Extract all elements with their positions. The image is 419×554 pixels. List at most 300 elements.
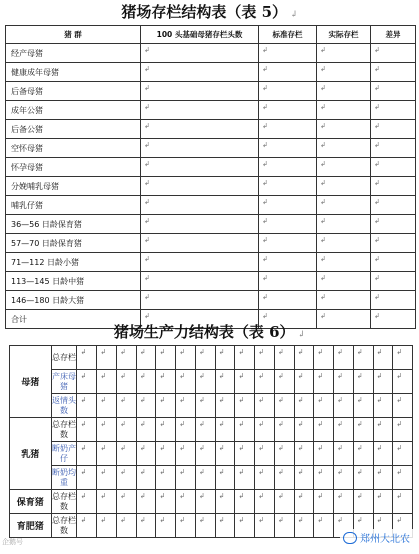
- table6-cell[interactable]: [255, 514, 275, 538]
- table6-cell[interactable]: [314, 514, 334, 538]
- header-per-100-sows: 100 头基础母猪存栏头数: [141, 26, 259, 44]
- cell-end-mark: ↲: [119, 444, 126, 452]
- table5-row: [6, 234, 416, 253]
- table6-cell[interactable]: [353, 418, 373, 442]
- table5-cell[interactable]: [371, 82, 416, 101]
- cell-end-mark: ↲: [374, 122, 380, 130]
- table5-cell[interactable]: [141, 272, 259, 291]
- cell-end-mark: ↲: [262, 198, 268, 206]
- sub-item-label: 断奶产仔: [51, 442, 77, 466]
- table6-cell[interactable]: [373, 394, 393, 418]
- table6-cell[interactable]: [97, 394, 117, 418]
- table6-cell[interactable]: [393, 346, 413, 370]
- table6-cell[interactable]: [393, 394, 413, 418]
- table5-row: [6, 120, 416, 139]
- table5-cell[interactable]: [317, 177, 371, 196]
- cell-end-mark: ↲: [374, 46, 380, 54]
- table5-cell[interactable]: [317, 101, 371, 120]
- cell-end-mark: ↲: [262, 274, 268, 282]
- table6-cell[interactable]: [393, 466, 413, 490]
- table5-cell[interactable]: [317, 139, 371, 158]
- cell-end-mark: ↲: [317, 444, 324, 452]
- cell-end-mark: ↲: [144, 198, 150, 206]
- table6-cell[interactable]: [176, 490, 196, 514]
- table5-cell[interactable]: [371, 196, 416, 215]
- cell-end-mark: ↲: [144, 46, 150, 54]
- table6-cell[interactable]: [77, 394, 97, 418]
- cell-end-mark: ↲: [376, 420, 383, 428]
- cell-end-mark: ↲: [374, 160, 380, 168]
- table6-cell[interactable]: [294, 514, 314, 538]
- cell-end-mark: ↲: [317, 516, 324, 524]
- table6-cell[interactable]: [176, 514, 196, 538]
- table6-cell[interactable]: [334, 370, 354, 394]
- table6-cell[interactable]: [97, 490, 117, 514]
- pig-group-label: 空怀母猪: [6, 139, 141, 158]
- table6-cell[interactable]: [274, 394, 294, 418]
- table6-cell[interactable]: [373, 490, 393, 514]
- cell-end-mark: ↲: [80, 468, 87, 476]
- table5-cell[interactable]: [259, 215, 317, 234]
- table6-cell[interactable]: [235, 442, 255, 466]
- cell-end-mark: ↲: [218, 396, 225, 404]
- table6-cell[interactable]: [195, 394, 215, 418]
- table6-cell[interactable]: [195, 514, 215, 538]
- table6-cell[interactable]: [215, 466, 235, 490]
- table6-cell[interactable]: [255, 346, 275, 370]
- table5-cell[interactable]: [371, 291, 416, 310]
- table5-cell[interactable]: [317, 63, 371, 82]
- table6-cell[interactable]: [353, 490, 373, 514]
- cell-end-mark: ↲: [374, 274, 380, 282]
- stock-structure-table: [5, 25, 416, 329]
- table6-cell[interactable]: [77, 442, 97, 466]
- table6-cell[interactable]: [393, 370, 413, 394]
- table6-cell[interactable]: [255, 442, 275, 466]
- sub-item-label: 总存栏数: [51, 514, 77, 538]
- sub-item-label: 总存栏数: [51, 490, 77, 514]
- table6-cell[interactable]: [294, 466, 314, 490]
- table5-cell[interactable]: [259, 158, 317, 177]
- table5-cell[interactable]: [317, 215, 371, 234]
- table6-cell[interactable]: [97, 514, 117, 538]
- table5-cell[interactable]: [259, 234, 317, 253]
- cell-end-mark: ↲: [356, 372, 363, 380]
- cell-end-mark: ↲: [356, 516, 363, 524]
- table6-cell[interactable]: [255, 418, 275, 442]
- table6-cell[interactable]: [314, 394, 334, 418]
- table6-cell[interactable]: [393, 442, 413, 466]
- pig-group-label: 57—70 日龄保育猪: [6, 234, 141, 253]
- table6-cell[interactable]: [215, 514, 235, 538]
- table6-cell[interactable]: [353, 442, 373, 466]
- cell-end-mark: ↲: [144, 274, 150, 282]
- table6-cell[interactable]: [314, 442, 334, 466]
- cell-end-mark: ↲: [374, 198, 380, 206]
- table6-cell[interactable]: [116, 514, 136, 538]
- table6-cell[interactable]: [97, 346, 117, 370]
- cell-end-mark: ↲: [320, 198, 326, 206]
- cell-end-mark: ↲: [277, 396, 284, 404]
- table6-cell[interactable]: [116, 466, 136, 490]
- table6-cell[interactable]: [77, 490, 97, 514]
- cell-end-mark: ↲: [277, 348, 284, 356]
- cell-end-mark: ↲: [297, 372, 304, 380]
- cell-end-mark: ↲: [320, 122, 326, 130]
- table6-cell[interactable]: [136, 466, 156, 490]
- table6-cell[interactable]: [353, 394, 373, 418]
- cell-end-mark: ↲: [119, 396, 126, 404]
- table6-cell[interactable]: [274, 418, 294, 442]
- table6-cell[interactable]: [136, 514, 156, 538]
- table6-cell[interactable]: [156, 370, 176, 394]
- table5-cell[interactable]: [371, 101, 416, 120]
- table6-cell[interactable]: [97, 442, 117, 466]
- table6-cell[interactable]: [334, 394, 354, 418]
- cell-end-mark: ↲: [374, 179, 380, 187]
- cell-end-mark: ↲: [119, 492, 126, 500]
- table5-cell[interactable]: [317, 253, 371, 272]
- cell-end-mark: ↲: [80, 372, 87, 380]
- table6-cell[interactable]: [156, 514, 176, 538]
- cell-end-mark: ↲: [258, 396, 264, 404]
- table6-cell[interactable]: [393, 418, 413, 442]
- table6-cell[interactable]: [274, 466, 294, 490]
- cell-end-mark: ↲: [374, 236, 380, 244]
- table6-cell[interactable]: [334, 466, 354, 490]
- table5-cell[interactable]: [259, 120, 317, 139]
- table6-cell[interactable]: [294, 370, 314, 394]
- table5-cell[interactable]: [371, 158, 416, 177]
- header-actual-stock: 实际存栏: [317, 26, 371, 44]
- table6-cell[interactable]: [77, 418, 97, 442]
- table5-cell[interactable]: [141, 44, 259, 63]
- table5-cell[interactable]: [371, 63, 416, 82]
- table6-cell[interactable]: [176, 418, 196, 442]
- cell-end-mark: ↲: [80, 420, 87, 428]
- table6-cell[interactable]: [235, 514, 255, 538]
- table6-cell[interactable]: [235, 370, 255, 394]
- table6-cell[interactable]: [176, 394, 196, 418]
- table6-cell[interactable]: [176, 442, 196, 466]
- cell-end-mark: ↲: [374, 312, 380, 320]
- table6-cell[interactable]: [136, 394, 156, 418]
- cell-end-mark: ↲: [238, 396, 245, 404]
- table6-cell[interactable]: [156, 466, 176, 490]
- table6-cell[interactable]: [136, 442, 156, 466]
- table6-cell[interactable]: [235, 346, 255, 370]
- table6-row: [10, 466, 413, 490]
- cell-end-mark: ↲: [144, 312, 150, 320]
- cell-end-mark: ↲: [119, 372, 126, 380]
- cell-end-mark: ↲: [262, 255, 268, 263]
- cell-end-mark: ↲: [179, 468, 186, 476]
- table6-cell[interactable]: [235, 466, 255, 490]
- table6-cell[interactable]: [156, 394, 176, 418]
- table5-cell[interactable]: [371, 139, 416, 158]
- table5-cell[interactable]: [259, 291, 317, 310]
- cell-end-mark: ↲: [277, 516, 284, 524]
- table5-cell[interactable]: [317, 234, 371, 253]
- table5-cell[interactable]: [317, 120, 371, 139]
- table5-cell[interactable]: [317, 82, 371, 101]
- cell-end-mark: ↲: [218, 348, 225, 356]
- table6-cell[interactable]: [195, 490, 215, 514]
- cell-end-mark: ↲: [80, 396, 87, 404]
- cell-end-mark: ↲: [258, 372, 264, 380]
- table6-cell[interactable]: [195, 418, 215, 442]
- table5-cell[interactable]: [371, 272, 416, 291]
- cell-end-mark: ↲: [374, 293, 380, 301]
- table6-cell[interactable]: [314, 370, 334, 394]
- table5-cell[interactable]: [371, 234, 416, 253]
- table6-cell[interactable]: [136, 346, 156, 370]
- table5-cell[interactable]: [259, 63, 317, 82]
- table5-cell[interactable]: [259, 272, 317, 291]
- cell-end-mark: ↲: [198, 348, 205, 356]
- table6-cell[interactable]: [215, 418, 235, 442]
- cell-end-mark: ↲: [337, 444, 343, 452]
- table6-cell[interactable]: [116, 370, 136, 394]
- table5-cell[interactable]: [317, 158, 371, 177]
- cell-end-mark: ↲: [297, 444, 304, 452]
- table6-cell[interactable]: [156, 346, 176, 370]
- table6-cell[interactable]: [215, 490, 235, 514]
- table5-cell[interactable]: [259, 101, 317, 120]
- table5-cell[interactable]: [141, 63, 259, 82]
- table6-cell[interactable]: [274, 442, 294, 466]
- header-pig-group: 猪 群: [6, 26, 141, 44]
- table5-cell[interactable]: [259, 44, 317, 63]
- table5-cell[interactable]: [259, 139, 317, 158]
- cell-end-mark: ↲: [119, 468, 126, 476]
- table6-cell[interactable]: [116, 418, 136, 442]
- table5-cell[interactable]: [371, 177, 416, 196]
- header-standard-stock: 标准存栏: [259, 26, 317, 44]
- table5-cell[interactable]: [141, 158, 259, 177]
- table6-cell[interactable]: [334, 442, 354, 466]
- cell-end-mark: ↲: [144, 84, 150, 92]
- cell-end-mark: ↲: [320, 65, 326, 73]
- table6-cell[interactable]: [116, 394, 136, 418]
- table6-cell[interactable]: [314, 466, 334, 490]
- table6-cell[interactable]: [136, 418, 156, 442]
- table6-cell[interactable]: [294, 346, 314, 370]
- cell-end-mark: ↲: [337, 516, 343, 524]
- cell-end-mark: ↲: [139, 516, 146, 524]
- cell-end-mark: ↲: [198, 492, 205, 500]
- table6-cell[interactable]: [334, 346, 354, 370]
- table5-cell[interactable]: [317, 291, 371, 310]
- table6-cell[interactable]: [77, 346, 97, 370]
- table6-cell[interactable]: [353, 346, 373, 370]
- table6-cell[interactable]: [373, 370, 393, 394]
- table5-cell[interactable]: [141, 253, 259, 272]
- pig-group-label: 健康成年母猪: [6, 63, 141, 82]
- table6-cell[interactable]: [136, 490, 156, 514]
- table6-cell[interactable]: [393, 490, 413, 514]
- table6-cell[interactable]: [274, 346, 294, 370]
- table5-row: [6, 272, 416, 291]
- cell-end-mark: ↲: [144, 160, 150, 168]
- table5-cell[interactable]: [371, 120, 416, 139]
- table6-cell[interactable]: [294, 418, 314, 442]
- cell-end-mark: ↲: [159, 396, 166, 404]
- table6-cell[interactable]: [353, 466, 373, 490]
- cell-end-mark: ↲: [144, 122, 150, 130]
- table5-cell[interactable]: [141, 291, 259, 310]
- table5-cell[interactable]: [259, 82, 317, 101]
- table5-cell[interactable]: [141, 234, 259, 253]
- table6-cell[interactable]: [215, 370, 235, 394]
- table5-cell[interactable]: [259, 253, 317, 272]
- watermark-left: 企鹅号: [2, 538, 23, 546]
- table6-cell[interactable]: [195, 466, 215, 490]
- table6-cell[interactable]: [255, 394, 275, 418]
- table6-cell[interactable]: [334, 418, 354, 442]
- cell-end-mark: ↲: [396, 492, 403, 500]
- table6-cell[interactable]: [314, 490, 334, 514]
- table6-cell[interactable]: [255, 370, 275, 394]
- table6-row: [10, 394, 413, 418]
- table6-cell[interactable]: [195, 346, 215, 370]
- table5-cell[interactable]: [371, 44, 416, 63]
- table6-cell[interactable]: [176, 466, 196, 490]
- cell-end-mark: ↲: [238, 348, 245, 356]
- cell-end-mark: ↲: [218, 420, 225, 428]
- cell-end-mark: ↲: [262, 141, 268, 149]
- table6-cell[interactable]: [235, 418, 255, 442]
- table6-cell[interactable]: [353, 370, 373, 394]
- table6-cell[interactable]: [176, 346, 196, 370]
- table5-row: [6, 177, 416, 196]
- table6-cell[interactable]: [215, 394, 235, 418]
- table5-cell[interactable]: [259, 196, 317, 215]
- table6-cell[interactable]: [373, 442, 393, 466]
- cell-end-mark: ↲: [119, 420, 126, 428]
- table6-cell[interactable]: [255, 466, 275, 490]
- table6-cell[interactable]: [294, 490, 314, 514]
- table6-cell[interactable]: [373, 466, 393, 490]
- sub-item-label: 返情头数: [51, 394, 77, 418]
- cell-end-mark: ↲: [238, 420, 245, 428]
- cell-end-mark: ↲: [320, 160, 326, 168]
- cell-end-mark: ↲: [317, 372, 324, 380]
- table6-cell[interactable]: [195, 442, 215, 466]
- table5-cell[interactable]: [141, 196, 259, 215]
- cell-end-mark: ↲: [262, 179, 268, 187]
- pig-group-label: 怀孕母猪: [6, 158, 141, 177]
- table5-cell[interactable]: [371, 253, 416, 272]
- table6-cell[interactable]: [215, 442, 235, 466]
- table6-cell[interactable]: [373, 418, 393, 442]
- cell-end-mark: ↲: [374, 141, 380, 149]
- table6-cell[interactable]: [274, 370, 294, 394]
- cell-end-mark: ↲: [139, 372, 146, 380]
- cell-end-mark: ↲: [218, 372, 225, 380]
- cell-end-mark: ↲: [337, 420, 343, 428]
- table6-cell[interactable]: [294, 394, 314, 418]
- table5-row: [6, 253, 416, 272]
- cell-end-mark: ↲: [356, 396, 363, 404]
- table6-cell[interactable]: [314, 418, 334, 442]
- table5-row: [6, 101, 416, 120]
- cell-end-mark: ↲: [396, 468, 403, 476]
- table6-cell[interactable]: [136, 370, 156, 394]
- cell-end-mark: ↲: [320, 46, 326, 54]
- table6-cell[interactable]: [77, 514, 97, 538]
- table6-cell[interactable]: [314, 346, 334, 370]
- table6-cell[interactable]: [97, 466, 117, 490]
- cell-end-mark: ↲: [277, 444, 284, 452]
- table6-cell[interactable]: [97, 370, 117, 394]
- cell-end-mark: ↲: [396, 444, 403, 452]
- table6-row: [10, 346, 413, 370]
- table6-cell[interactable]: [156, 490, 176, 514]
- table6-cell[interactable]: [97, 418, 117, 442]
- table6-cell[interactable]: [255, 490, 275, 514]
- table5-cell[interactable]: [141, 215, 259, 234]
- table5-cell[interactable]: [317, 44, 371, 63]
- cell-end-mark: ↲: [320, 236, 326, 244]
- table6-cell[interactable]: [235, 490, 255, 514]
- cell-end-mark: ↲: [100, 396, 107, 404]
- table6-title: 猪场生产力结构表（表 6） ↲: [113, 323, 306, 341]
- cell-end-mark: ↲: [198, 516, 205, 524]
- table6-cell[interactable]: [235, 394, 255, 418]
- cell-end-mark: ↲: [320, 84, 326, 92]
- table6-cell[interactable]: [274, 490, 294, 514]
- table5-cell[interactable]: [141, 101, 259, 120]
- table5-cell[interactable]: [141, 82, 259, 101]
- cell-end-mark: ↲: [396, 516, 403, 524]
- cell-end-mark: ↲: [317, 396, 324, 404]
- table6-cell[interactable]: [156, 442, 176, 466]
- cell-end-mark: ↲: [218, 444, 225, 452]
- table6-cell[interactable]: [195, 370, 215, 394]
- cell-end-mark: ↲: [238, 516, 245, 524]
- table5-cell[interactable]: [141, 139, 259, 158]
- table6-cell[interactable]: [334, 490, 354, 514]
- table5-cell[interactable]: [259, 177, 317, 196]
- cell-end-mark: ↲: [238, 468, 245, 476]
- table6-cell[interactable]: [156, 418, 176, 442]
- pig-group-label: 经产母猪: [6, 44, 141, 63]
- table6-cell[interactable]: [294, 442, 314, 466]
- pig-group-label: 113—145 日龄中猪: [6, 272, 141, 291]
- table6-cell[interactable]: [274, 514, 294, 538]
- table5-cell[interactable]: [317, 196, 371, 215]
- table6-cell[interactable]: [77, 466, 97, 490]
- table5-cell[interactable]: [141, 120, 259, 139]
- table5-cell[interactable]: [141, 177, 259, 196]
- table5-cell[interactable]: [317, 272, 371, 291]
- table6-cell[interactable]: [116, 346, 136, 370]
- table6-cell[interactable]: [215, 346, 235, 370]
- table6-cell[interactable]: [116, 442, 136, 466]
- table5-cell[interactable]: [371, 215, 416, 234]
- productivity-structure-table: [9, 345, 413, 538]
- cell-end-mark: ↲: [100, 348, 107, 356]
- wechat-icon: [343, 532, 357, 544]
- table6-cell[interactable]: [77, 370, 97, 394]
- table6-cell[interactable]: [116, 490, 136, 514]
- table6-cell[interactable]: [176, 370, 196, 394]
- table6-cell[interactable]: [373, 346, 393, 370]
- table6-row: [10, 418, 413, 442]
- cell-end-mark: ↲: [119, 348, 126, 356]
- cell-end-mark: ↲: [159, 444, 166, 452]
